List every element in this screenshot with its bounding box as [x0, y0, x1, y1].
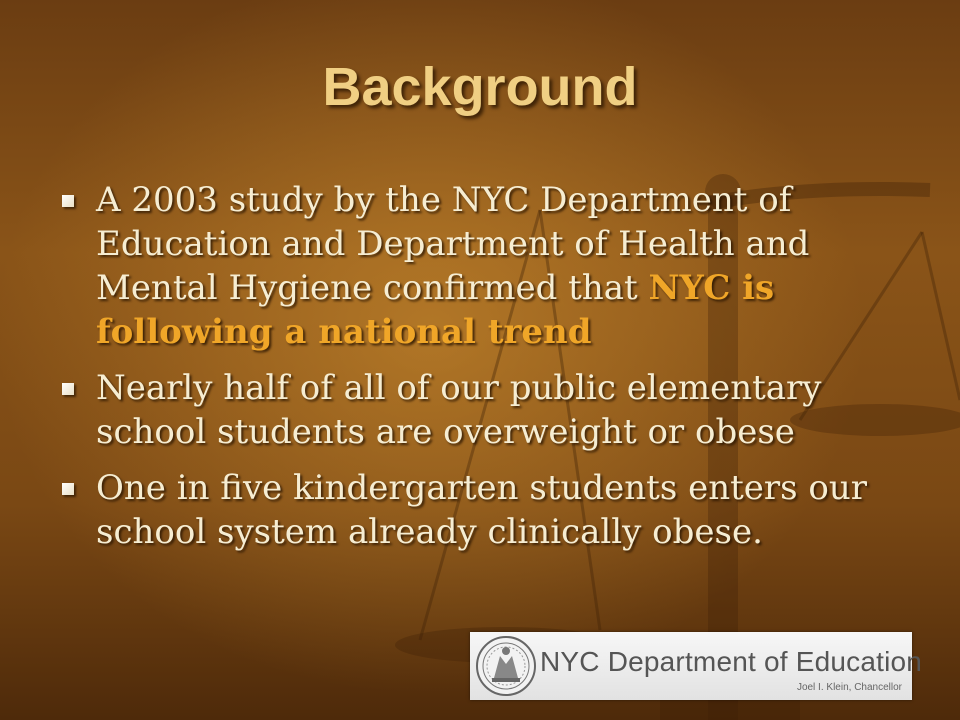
- bullet-list: [56, 178, 926, 566]
- bullet-text: A 2003 study by the NYC Department of Education and Department of Health and Mental Hygiene confirmed that: [96, 180, 810, 308]
- bullet-text: Nearly half of all of our public elementary school students are overweight or obese: [96, 368, 822, 452]
- square-bullet-icon: [62, 383, 74, 395]
- city-seal-icon: [474, 634, 538, 698]
- slide-title: Background: [322, 57, 638, 117]
- bullet-item: [56, 466, 926, 554]
- bullet-text: One in five kindergarten students enters our school system already clinically obese.: [96, 468, 868, 552]
- logo-subtitle: Joel I. Klein, Chancellor: [796, 682, 902, 693]
- bullet-highlight: NYC is following a national trend: [96, 268, 775, 352]
- logo-name: NYC Department of Education: [540, 646, 923, 677]
- bullet-item: [56, 366, 926, 454]
- square-bullet-icon: [62, 195, 74, 207]
- bullet-item: [56, 178, 926, 354]
- square-bullet-icon: [62, 483, 74, 495]
- doe-logo: [470, 632, 923, 700]
